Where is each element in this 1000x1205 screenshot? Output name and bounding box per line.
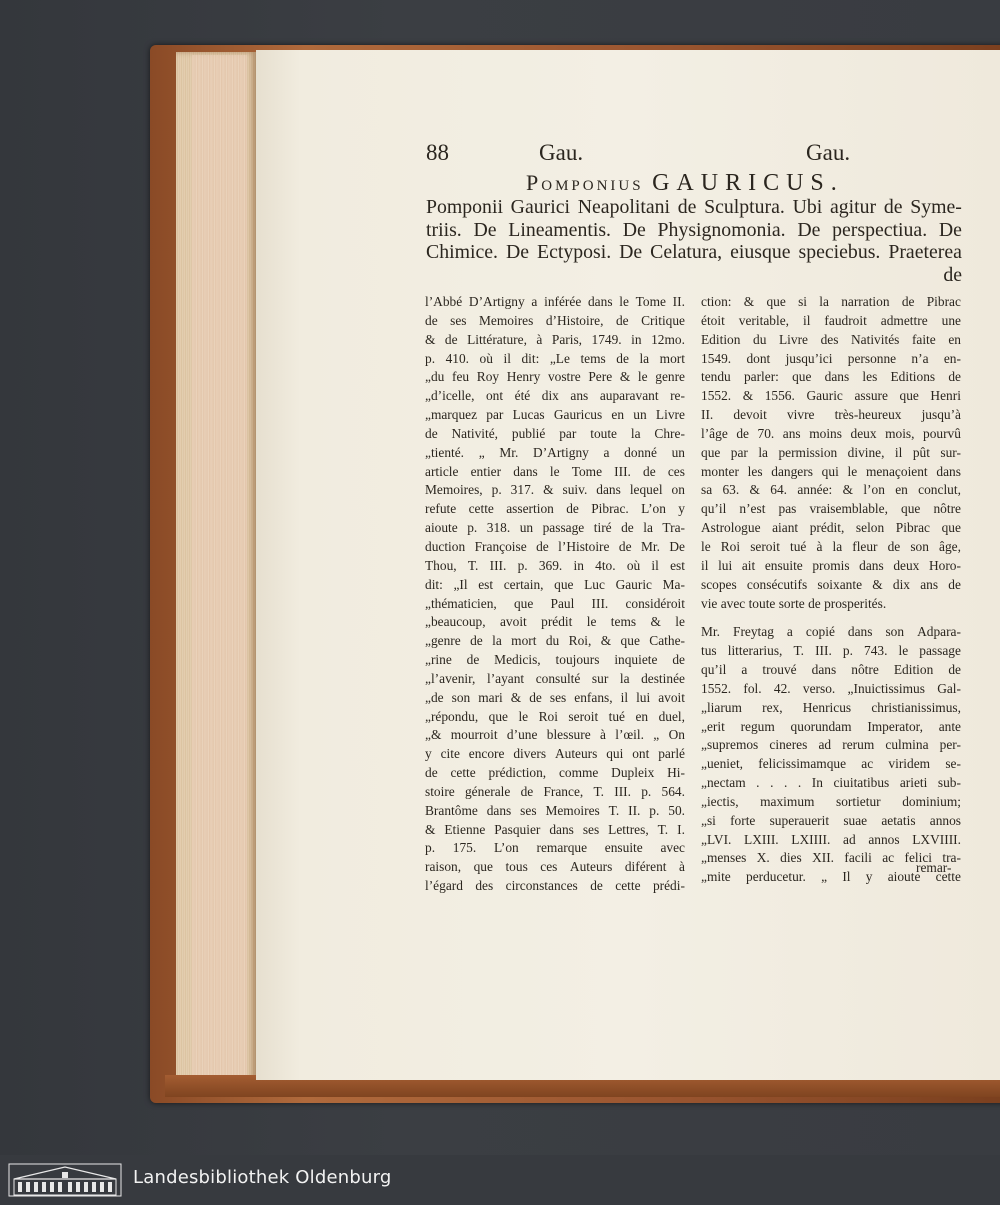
- library-name: Landesbibliothek Oldenburg: [133, 1167, 392, 1188]
- section-title: [526, 170, 844, 197]
- text-line: de cette prédiction, comme Dupleix Hi-: [425, 765, 685, 781]
- text-line: l’âge de 70. ans moins deux mois, pourvû: [701, 425, 961, 441]
- text-line: 1549. dont jusqu’ici personne n’a en-: [701, 350, 961, 366]
- library-building-logo-icon: [8, 1163, 122, 1197]
- intro-line: Pomponii Gaurici Neapolitani de Sculptura. Ubi agitur de Syme-: [426, 196, 962, 218]
- text-line: „erit regum quorundam Imperator, ante: [701, 718, 961, 734]
- book-page-edges-tint: [192, 55, 247, 1075]
- text-line: article entier dans le Tome III. de ces: [425, 463, 685, 479]
- text-line: sa 63. & 64. année: & l’on en conclut,: [701, 482, 961, 498]
- text-line: „d’icelle, ont été dix ans auparavant re-: [425, 388, 685, 404]
- text-line: Thou, T. III. p. 369. in 4to. où il est: [425, 557, 685, 573]
- text-line: de ses Memoires d’Histoire, de Critique: [425, 312, 685, 328]
- text-line: qu’il a trouvé dans nôtre Edition de: [701, 662, 961, 678]
- text-line: raison, que tous ces Auteurs diférent à: [425, 859, 685, 875]
- text-line: p. 175. L’on remarque ensuite avec: [425, 840, 685, 856]
- text-line: qu’il n’est pas vraisemblable, que nôtre: [701, 501, 961, 517]
- text-line: Edition du Livre des Nativités faite en: [701, 331, 961, 347]
- text-line: „ueniet, felicissimamque ac viridem se-: [701, 756, 961, 772]
- catchword: remar-: [916, 860, 952, 875]
- text-line: de Nativité, publié par toute la Chre-: [425, 425, 685, 441]
- text-line: tus litterarius, T. III. p. 743. le passage: [701, 643, 961, 659]
- text-line: scopes consécutifs soixante & dix ans de: [701, 576, 961, 592]
- book-page: [256, 50, 1000, 1080]
- text-line: Mr. Freytag a copié dans son Adpara-: [701, 624, 961, 640]
- text-line: p. 410. où il dit: „Le tems de la mort: [425, 350, 685, 366]
- text-line: 1552. fol. 42. verso. „Inuictissimus Gal-: [701, 680, 961, 696]
- text-line: II. devoit vivre très-heureux jusqu’à: [701, 407, 961, 423]
- text-line: „si forte superauerit suae aetatis annos: [701, 812, 961, 828]
- text-line: 1552. & 1556. Gauric assure que Henri: [701, 388, 961, 404]
- text-line: Astrologue aiant prédit, selon Pibrac que: [701, 520, 961, 536]
- text-line: „du feu Roy Henry vostre Pere & le genre: [425, 369, 685, 385]
- text-line: „beaucoup, avoit prédit le tems & le: [425, 614, 685, 630]
- text-line: stoire génerale de France, T. III. p. 564.: [425, 783, 685, 799]
- text-line: refute cette assertion de Pibrac. L’on y: [425, 501, 685, 517]
- text-line: duction Françoise de l’Histoire de Mr. De: [425, 538, 685, 554]
- left-column: [425, 293, 685, 896]
- text-line: „menses X. dies XII. facili ac felici tra-: [701, 850, 961, 866]
- title-main: GAURICUS.: [652, 170, 844, 196]
- text-line: „nectam . . . . In ciuitatibus arieti sub-: [701, 775, 961, 791]
- text-line: „supremos cineres ad rerum culmina per-: [701, 737, 961, 753]
- text-line: „répondu, que le Roi seroit tué en duel,: [425, 708, 685, 724]
- library-footer: [0, 1155, 1000, 1205]
- intro-line: Chimice. De Ectyposi. De Celatura, eiusque speciebus. Praeterea: [426, 241, 962, 263]
- intro-last-word: de: [943, 264, 962, 286]
- text-line: y cite encore divers Auteurs qui ont parlé: [425, 746, 685, 762]
- text-line: & Etienne Pasquier dans ses Lettres, T. I.: [425, 821, 685, 837]
- text-line: Memoires, p. 317. & suiv. dans lequel on: [425, 482, 685, 498]
- text-line: „& mourroit d’une blessure à l’œil. „ On: [425, 727, 685, 743]
- text-line: „de son mari & de ses enfans, il lui avoit: [425, 689, 685, 705]
- text-line: Brantôme dans ses Memoires T. II. p. 50.: [425, 802, 685, 818]
- text-line: „mite perducetur. „ Il y aioute cette: [701, 869, 961, 885]
- text-line: monter les dangers qui le menaçoient dans: [701, 463, 961, 479]
- text-line: „liarum rex, Henricus christianissimus,: [701, 699, 961, 715]
- text-line: l’égard des circonstances de cette prédi-: [425, 878, 685, 894]
- paragraph-gap: [701, 613, 961, 623]
- text-line: „genre de la mort du Roi, & que Cathe-: [425, 633, 685, 649]
- text-line: „thématicien, que Paul III. considéroit: [425, 595, 685, 611]
- text-line: le Roi seroit tué à la fleur de son âge,: [701, 538, 961, 554]
- text-line: „rine de Medicis, toujours inquiete de: [425, 652, 685, 668]
- text-line: „LVI. LXIII. LXIIII. ad annos LXVIIII.: [701, 831, 961, 847]
- text-line: „tienté. „ Mr. D’Artigny a donné un: [425, 444, 685, 460]
- title-prefix: Pomponius: [526, 170, 644, 195]
- text-line: „iectis, maximum sortietur dominium;: [701, 793, 961, 809]
- text-line: étoit veritable, il faudroit admettre une: [701, 312, 961, 328]
- text-line: il lui ait ensuite promis dans deux Horo-: [701, 557, 961, 573]
- text-line: tendu parler: que dans les Editions de: [701, 369, 961, 385]
- text-line: que par la permission divine, il pût sur-: [701, 444, 961, 460]
- text-line: vie avec toute sorte de prosperités.: [701, 595, 887, 611]
- text-line: ction: & que si la narration de Pibrac: [701, 294, 961, 309]
- text-line: „marquez par Lucas Gauricus en un Livre: [425, 407, 685, 423]
- text-line: „l’avenir, l’ayant consulté sur la destinée: [425, 670, 685, 686]
- text-line: l’Abbé D’Artigny a inférée dans le Tome II.: [425, 294, 685, 309]
- text-line: & de Littérature, à Paris, 1749. in 12mo.: [425, 331, 685, 347]
- text-line: dit: „Il est certain, que Luc Gauric Ma-: [425, 576, 685, 592]
- right-column: [701, 293, 961, 887]
- running-head-left: Gau.: [539, 140, 584, 165]
- text-line: aioute p. 318. un passage tiré de la Tra-: [425, 520, 685, 536]
- running-head-right: Gau.: [806, 140, 851, 165]
- intro-line: triis. De Lineamentis. De Physignomonia. De perspectiua. De: [426, 218, 962, 241]
- page-number: 88: [426, 140, 449, 165]
- intro-paragraph: [426, 196, 962, 264]
